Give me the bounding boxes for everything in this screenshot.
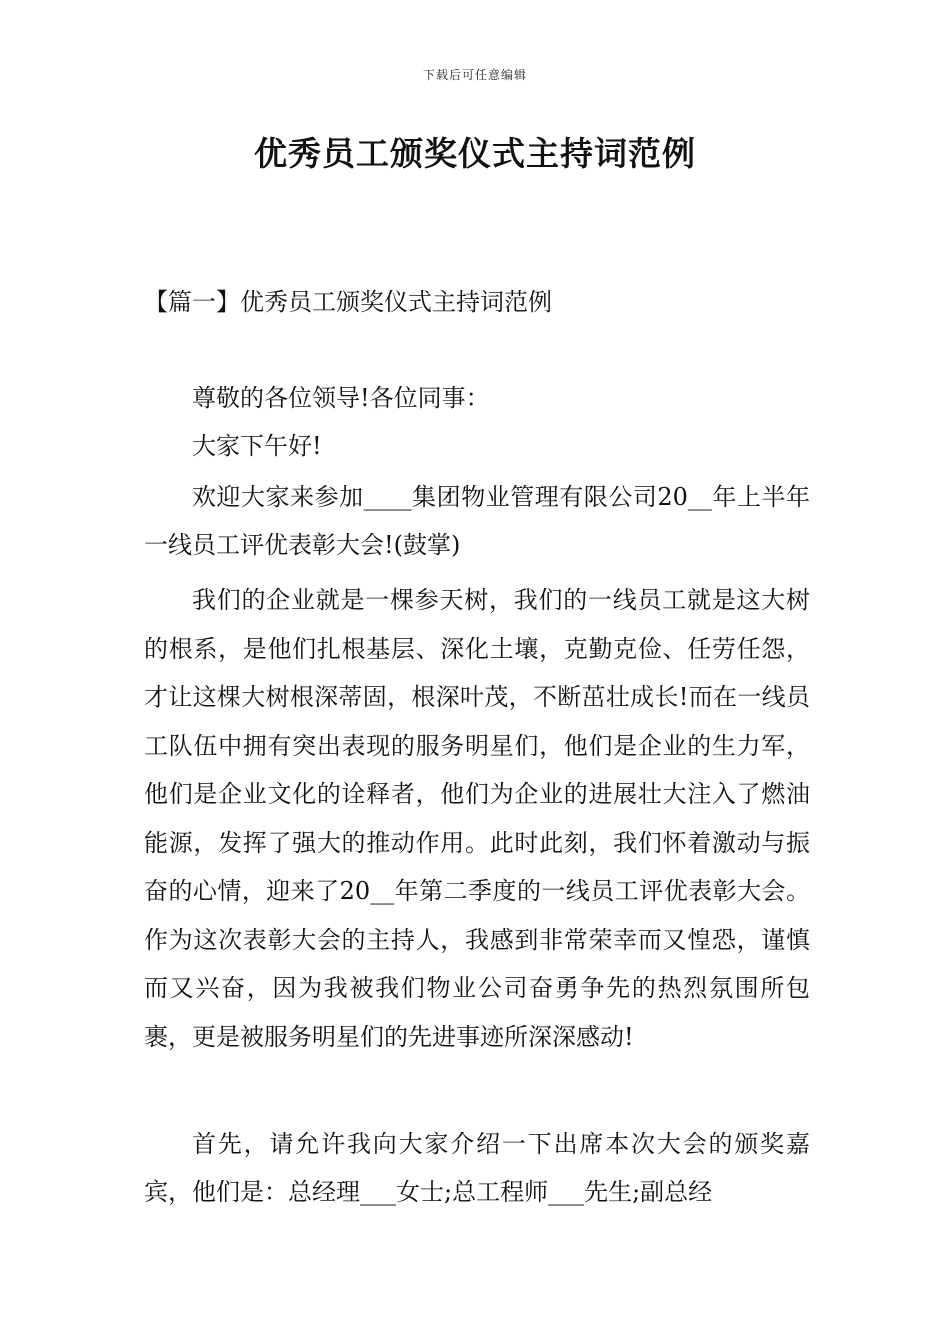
header-note: 下载后可任意编辑	[422, 68, 527, 82]
section-heading: 【篇一】优秀员工颁奖仪式主持词范例	[144, 288, 552, 316]
paragraph-block	[144, 374, 810, 422]
paragraph-block	[144, 473, 810, 569]
paragraph-intro: 首先，请允许我向大家介绍一下出席本次大会的颁奖嘉宾，他们是：总经理___女士;总工程师___先生;副总经	[144, 1130, 810, 1206]
paragraph-greeting: 尊敬的各位领导!各位同事：	[192, 384, 490, 412]
paragraph-welcome: 欢迎大家来参加____集团物业管理有限公司20__年上半年一线员工评优表彰大会!(鼓掌)	[144, 483, 810, 559]
paragraph-block	[144, 1120, 810, 1216]
paragraph-main: 我们的企业就是一棵参天树，我们的一线员工就是这大树的根系，是他们扎根基层、深化土壤，克勤克俭、任劳任怨，才让这棵大树根深蒂固，根深叶茂，不断茁壮成长!而在一线员工队伍中拥有突出表现的服务明星们，他们是企业的生力军，他们是企业文化的诠释者，他们为企业的进展壮大注入了燃油能源，发挥了强大的推动作用。此时此刻，我们怀着激动与振奋的心情，迎来了20__年第二季度的一线员工评优表彰大会。作为这次表彰大会的主持人，我感到非常荣幸而又惶恐，谨慎而又兴奋，因为我被我们物业公司奋勇争先的热烈氛围所包裹，更是被服务明星们的先进事迹所深深感动!	[144, 586, 810, 1051]
paragraph-hello: 大家下午好!	[192, 432, 322, 460]
paragraph-block	[144, 422, 810, 470]
paragraph-block	[144, 576, 810, 1061]
document-title: 优秀员工颁奖仪式主持词范例	[254, 134, 696, 173]
